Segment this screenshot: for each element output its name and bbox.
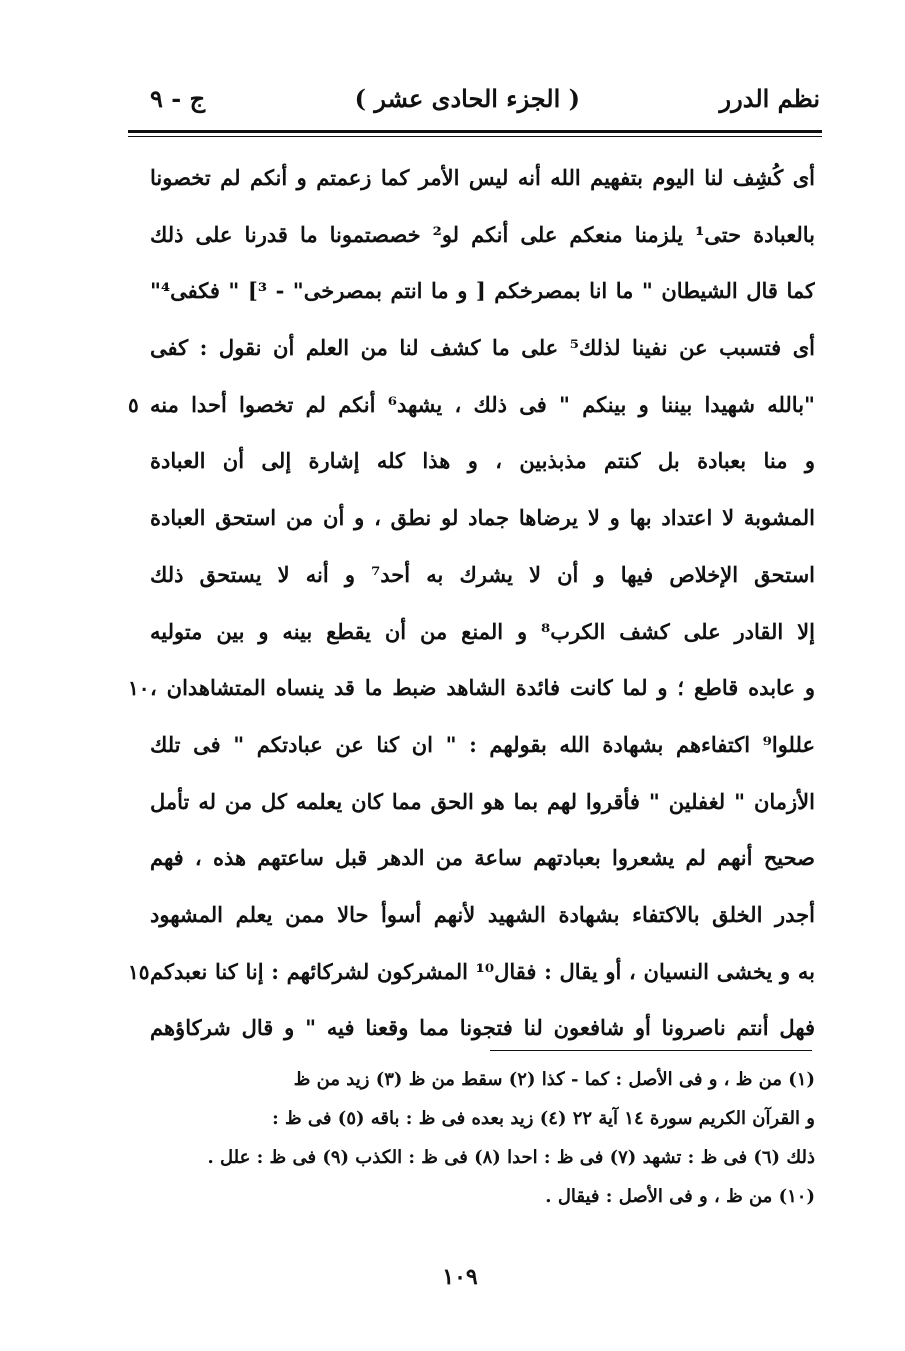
footnote-line: ذلك (٦) فى ظ : تشهد (٧) فى ظ : احدا (٨) فى ظ : الكذب (٩) فى ظ : علل . bbox=[207, 1147, 815, 1168]
text-line bbox=[128, 377, 815, 434]
line-text: إلا القادر على كشف الكرب⁸ و المنع من أن يقطع بينه و بين متوليه bbox=[150, 618, 815, 644]
line-text: صحيح أنهم لم يشعروا بعبادتهم ساعة من الدهر قبل ساعتهم هذه ، فهم bbox=[150, 845, 815, 871]
text-line bbox=[150, 150, 815, 207]
line-text: عللوا⁹ اكتفاءهم بشهادة الله بقولهم : " ان كنا عن عبادتكم " فى تلك bbox=[150, 731, 815, 757]
footnote-line: (١) من ظ ، و فى الأصل : كما - كذا (٢) سقط من ظ (٣) زيد من ظ bbox=[293, 1069, 815, 1090]
text-line bbox=[150, 263, 815, 320]
line-text: فهل أنتم ناصرونا أو شافعون لنا فتجونا مما وقعنا فيه " و قال شركاؤهم bbox=[150, 1015, 815, 1041]
text-line bbox=[150, 433, 815, 490]
text-line bbox=[128, 660, 815, 717]
text-line bbox=[150, 830, 815, 887]
page-header bbox=[130, 84, 820, 124]
line-text: كما قال الشيطان " ما انا بمصرخكم [ و ما انتم بمصرخى" - ³] " فكفى⁴" bbox=[150, 278, 815, 304]
footnote-rule bbox=[490, 1050, 812, 1051]
line-number: ٥ bbox=[128, 392, 139, 417]
text-line bbox=[150, 1000, 815, 1057]
line-number: ١٠ bbox=[128, 676, 150, 701]
header-rule-thin bbox=[128, 136, 822, 137]
line-text: أجدر الخلق بالاكتفاء بشهادة الشهيد لأنهم أسوأ حالا ممن يعلم المشهود bbox=[150, 901, 815, 927]
footnote-line: (١٠) من ظ ، و فى الأصل : فيقال . bbox=[545, 1186, 815, 1207]
line-text: المشوبة لا اعتداد بها و لا يرضاها جماد لو نطق ، و أن من استحق العبادة bbox=[150, 505, 815, 531]
line-number: ١٥ bbox=[128, 959, 150, 984]
line-text: و عابده قاطع ؛ و لما كانت فائدة الشاهد ضبط ما قد ينساه المتشاهدان ، bbox=[150, 675, 815, 701]
line-text: بالعبادة حتى¹ يلزمنا منعكم على أنكم لو² خصصتمونا ما قدرنا على ذلك bbox=[150, 221, 815, 247]
volume-label: ج - ٩ bbox=[150, 84, 206, 113]
footnote-line: و القرآن الكريم سورة ١٤ آية ٢٢ (٤) زيد بعده فى ظ : باقه (٥) فى ظ : bbox=[272, 1108, 815, 1129]
header-rule-thick bbox=[128, 130, 822, 133]
line-text: أى فتسبب عن نفينا لذلك⁵ على ما كشف لنا من العلم أن نقول : كفى bbox=[150, 335, 815, 361]
text-line bbox=[150, 887, 815, 944]
main-text bbox=[128, 150, 815, 1057]
line-text: الأزمان " لغفلين " فأقروا لهم بما هو الحق مما كان يعلمه كل من له تأمل bbox=[150, 788, 815, 814]
book-title: نظم الدرر bbox=[719, 84, 820, 113]
line-text: به و يخشى النسيان ، أو يقال : فقال¹⁰ المشركون لشركائهم : إنا كنا نعبدكم bbox=[150, 958, 815, 984]
text-line bbox=[150, 320, 815, 377]
line-text: و منا بعبادة بل كنتم مذبذبين ، و هذا كله إشارة إلى أن العبادة bbox=[150, 448, 815, 474]
text-line bbox=[150, 207, 815, 264]
line-text: "بالله شهيدا بيننا و بينكم " فى ذلك ، يشهد⁶ أنكم لم تخصوا أحدا منه bbox=[150, 391, 815, 417]
line-text: أى كُشِف لنا اليوم بتفهيم الله أنه ليس الأمر كما زعمتم و أنكم لم تخصونا bbox=[150, 165, 815, 190]
line-text: استحق الإخلاص فيها و أن لا يشرك به أحد⁷ و أنه لا يستحق ذلك bbox=[150, 561, 815, 587]
page-number: ١٠٩ bbox=[442, 1264, 478, 1290]
text-line bbox=[150, 774, 815, 831]
text-line bbox=[150, 490, 815, 547]
text-line bbox=[150, 604, 815, 661]
part-title: ( الجزء الحادى عشر ) bbox=[354, 84, 580, 113]
footnotes bbox=[160, 1060, 815, 1216]
text-line bbox=[150, 717, 815, 774]
text-line bbox=[150, 547, 815, 604]
text-line bbox=[128, 944, 815, 1001]
